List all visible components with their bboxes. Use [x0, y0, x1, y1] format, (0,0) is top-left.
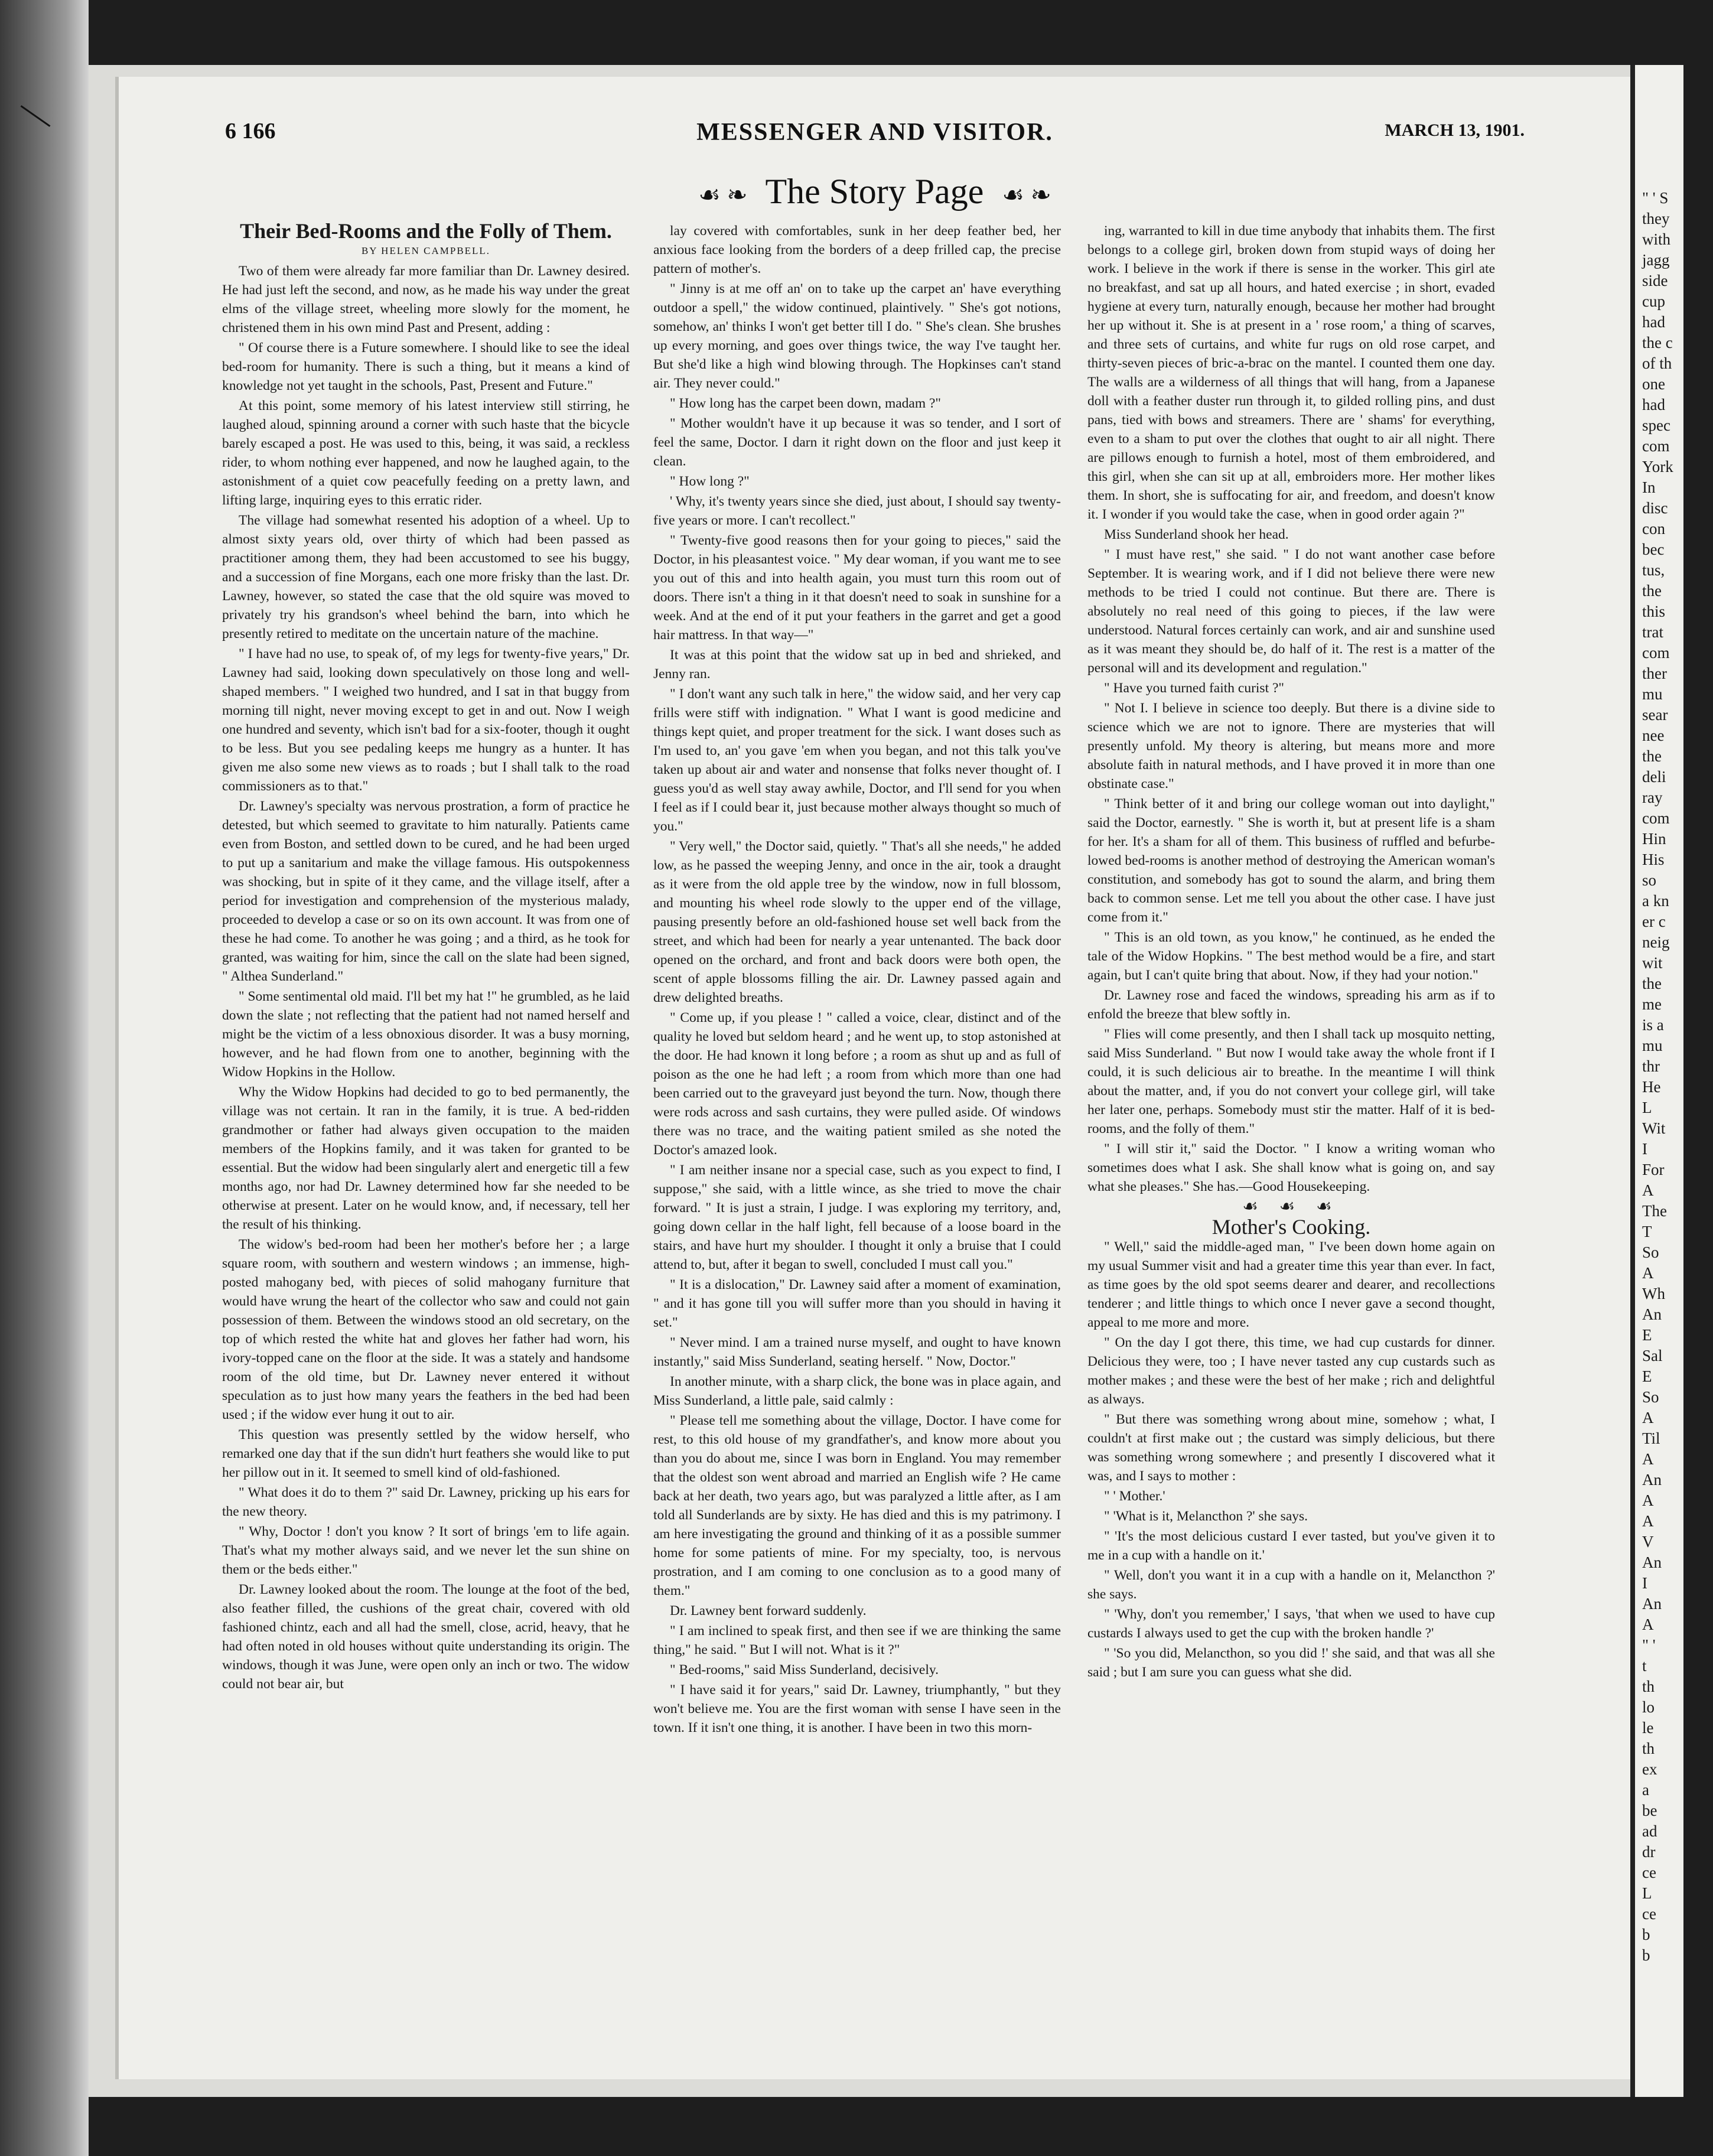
paragraph: " I will stir it," said the Doctor. " I know a writing woman who sometimes does what I ask. She shall know what is going on, and say what she pleases." She has.—Good Housekeeping.: [1087, 1141, 1495, 1194]
facing-page-fragment: er c: [1642, 913, 1666, 930]
paragraph: " Have you turned faith curist ?": [1104, 680, 1285, 696]
facing-page-fragment: ad: [1642, 1822, 1657, 1840]
article-2-body: [1087, 1237, 1495, 1682]
facing-page-fragment: a kn: [1642, 892, 1669, 910]
facing-page-fragment: trat: [1642, 623, 1663, 641]
paragraph: It was at this point that the widow sat up in bed and shrieked, and Jenny ran.: [653, 647, 1061, 682]
section-title: The Story Page: [765, 172, 984, 211]
paragraph: " I must have rest," she said. " I do not want another case before September. It is wearing work, and if I did not believe there were new methods to be tried I could not continue. But there are. There is absolutely no real need of this going to pieces, if the law were understood. Natural forces certainly can work, and air and sunshine used as it was meant they should be, do half of it. The rest is a matter of the personal will and its development and regulation.": [1087, 547, 1495, 676]
facing-page-fragment: ther: [1642, 665, 1667, 682]
facing-page-fragment: th: [1642, 1678, 1655, 1695]
facing-page-fragment: th: [1642, 1740, 1655, 1757]
facing-page-fragment: com: [1642, 809, 1670, 827]
facing-page-fragment: tus,: [1642, 561, 1665, 579]
facing-page-fragment: A: [1642, 1264, 1654, 1282]
facing-page-fragment: ce: [1642, 1864, 1656, 1881]
facing-page-fragment: Sal: [1642, 1347, 1663, 1364]
facing-page-fragment: " ': [1642, 1636, 1656, 1654]
paragraph: " 'What is it, Melancthon ?' she says.: [1104, 1509, 1308, 1524]
paragraph: " Please tell me something about the village, Doctor. I have come for rest, to this old house of my grandfather's, and know more about you than you do about me, since I was born in England. You may remember that the oldest son went abroad and married an English wife ? He came back at her death, two years ago, but was paralyzed a little after, as I am told all Sunderlands are by sixty. He has died and this is my patrimony. I am here investigating the ground and thinking of it as a possible summer home for some patients of mine. For my specialty, too, is nervous prostration, and I am coming to one conclusion as to a good many of them.": [653, 1413, 1061, 1598]
facing-page-fragment: L: [1642, 1884, 1652, 1902]
masthead: MESSENGER AND VISITOR.: [696, 119, 1053, 146]
facing-page-fragment: A: [1642, 1450, 1654, 1468]
paragraph: " I have had no use, to speak of, of my legs for twenty-five years," Dr. Lawney had said, looking down speculatively on those long and well-shaped members. " I weighed two hundred, and I sat in that buggy from morning till night, never moving except to get in and out. Now I weigh one hundred and seventy, which isn't bad for a six-footer, though it ought to be less. But you see pedaling keeps me hungry as a hunter. It has given me also some new views as to roads ; but I shall talk to the road commissioners as to that.": [222, 646, 630, 794]
paragraph: The village had somewhat resented his adoption of a wheel. Up to almost sixty years old, over thirty of which had been passed as practitioner among them, they had been accustomed to see his buggy, and a succession of fine Morgans, each one more frisky than the last. Dr. Lawney, however, so stated the case that the old squire was moved to privately try his grandson's wheel behind the barn, into which he presently retired to meditate on the uncertain nature of the machine.: [222, 513, 630, 641]
facing-page-fragment: So: [1642, 1388, 1659, 1406]
facing-page-fragment: In: [1642, 478, 1656, 496]
paragraph: " How long ?": [670, 474, 750, 489]
facing-page-fragment: deli: [1642, 768, 1666, 786]
paragraph: " I am neither insane nor a special case, such as you expect to find, I suppose," she said, with a little wince, as she tried to move the chair forward. " It is just a strain, I judge. I was exploring my territory, and, going down cellar in the half light, fell because of a loose board in the stairs, and have hurt my shoulder. I thought it only a bruise that I could attend to, but, after it began to swell, concluded I must call you.": [653, 1162, 1061, 1272]
facing-page-bleed: [1630, 65, 1683, 2097]
paragraph: " Think better of it and bring our college woman out into daylight," said the Doctor, earnestly. " She is worth it, but at present life is a sham for her. It's a sham for all of them. This business of ruffled and befurbe-lowed bed-rooms is another method of destroying the American woman's constitution, and somebody has got to sound the alarm, and bring them back to common sense. Let me tell you about the other case. I have just come from it.": [1087, 796, 1495, 925]
facing-page-fragment: le: [1642, 1719, 1654, 1737]
column-1-body: [222, 262, 630, 1693]
paragraph: ing, warranted to kill in due time anybody that inhabits them. The first belongs to a college girl, broken down from stupid ways of doing her work. I believe in the work if there is sense in the worker. This girl ate no breakfast, and sat up all hours, and hated exercise ; in short, evaded hygiene at every turn, naturally enough, because her mother had brought her up without it. She is at present in a ' rose room,' a thing of scarves, and three sets of curtains, and white fur rugs on old rose carpet, and thirty-seven pieces of bric-a-brac on the mantel. I counted them one day. The walls are a wilderness of all things that will hang, from a Japanese doll with a feather duster run through it, to gilded rolling pins, and dust pans, tied with bows and streamers. There are ' shams' for everything, even to a sham to put over the clothes that ought to air all night. There are pillows enough to furnish a hotel, most of them embroidered, and this girl, when she can sit up at all, embroiders more. Her mother likes them. In short, she is suffocating for air, and freedom, and doesn't know it. I wonder if you would take the case, when in good order again ?": [1087, 223, 1495, 522]
column-2-body: [653, 222, 1061, 1737]
facing-page-fragment: had: [1642, 313, 1665, 331]
paragraph: " What does it do to them ?" said Dr. Lawney, pricking up his ears for the new theory.: [222, 1485, 630, 1519]
paragraph: " Well," said the middle-aged man, " I've been down home again on my usual Summer visit and had a greater time this year than ever. In fact, as time goes by the old spot seems dearer and dearer, and recollections tenderer ; and little things to which once I never gave a second thought, appeal to me more and more.: [1087, 1239, 1495, 1330]
article-separator: ☙ ☙ ☙: [1242, 1197, 1340, 1216]
paragraph: " Bed-rooms," said Miss Sunderland, decisively.: [670, 1662, 939, 1678]
facing-page-fragment: Til: [1642, 1429, 1660, 1447]
paragraph: " Come up, if you please ! " called a voice, clear, distinct and of the quality he loved but seldom heard ; and he went up, to stop astonished at the door. He had known it long before ; a room as shut up and as full of poison as the one he had left ; a room from which more than one had been carried out to the graveyard just beyond the turn. Now, though there were rods across and sash curtains, they were pulled aside. Of windows there was no trace, and the waiting patient smiled as she noted the Doctor's amazed look.: [653, 1010, 1061, 1158]
paragraph: Dr. Lawney bent forward suddenly.: [670, 1603, 867, 1618]
facing-page-fragment: A: [1642, 1181, 1654, 1199]
page-header: [119, 118, 1631, 154]
facing-page-fragment: ex: [1642, 1760, 1657, 1778]
facing-page-fragment: con: [1642, 520, 1665, 538]
paragraph: " Well, don't you want it in a cup with a handle on it, Melancthon ?' she says.: [1087, 1568, 1495, 1602]
facing-page-fragment: His: [1642, 851, 1665, 868]
facing-page-fragment: A: [1642, 1512, 1654, 1530]
facing-page-fragment: the c: [1642, 334, 1673, 351]
paragraph: lay covered with comfortables, sunk in her deep feather bed, her anxious face looking from the borders of a deep frilled cap, the precise pattern of mother's.: [653, 223, 1061, 276]
paragraph: " Jinny is at me off an' on to take up the carpet an' have everything outdoor a spell," the widow continued, plaintively. " She's got notions, somehow, an' thinks I won't get better till I do. " She's clean. She brushes up every morning, and goes over things twice, the way I've taught her. But she'd like a high wind blowing through. The Hopkinses can't stand air. They never could.": [653, 281, 1061, 391]
paragraph: Two of them were already far more familiar than Dr. Lawney desired. He had just left the second, and now, as he made his way under the great elms of the village street, wheeling more slowly for the moment, he christened them in his own mind Past and Present, adding :: [222, 263, 630, 336]
facing-page-fragment: " ' S: [1642, 189, 1669, 207]
facing-page-fragment: A: [1642, 1616, 1654, 1633]
facing-page-fragment: E: [1642, 1367, 1652, 1385]
facing-page-fragment: had: [1642, 396, 1665, 413]
facing-page-fragment: An: [1642, 1471, 1662, 1489]
section-heading: [119, 171, 1631, 212]
page-number: 6 166: [225, 119, 276, 144]
paragraph: Why the Widow Hopkins had decided to go to bed permanently, the village was not certain. It ran in the family, it is true. A bed-ridden grandmother or father had always given occupation to the maiden members of the Hopkins family, and it was taken for granted to be essential. But the widow had been singularly alert and energetic till a few months ago, nor had Dr. Lawney determined how far she needed to be otherwise at present. Later on he would know, and, if necessary, tell her the result of his thinking.: [222, 1084, 630, 1232]
facing-page-fragment: they: [1642, 210, 1670, 227]
facing-page-fragment: com: [1642, 644, 1670, 662]
facing-page-fragment: dr: [1642, 1843, 1656, 1861]
column-3: [1087, 222, 1495, 1683]
facing-page-fragment: Wit: [1642, 1119, 1666, 1137]
scanned-sheet: [89, 65, 1683, 2097]
paragraph: Dr. Lawney rose and faced the windows, spreading his arm as if to enfold the breeze that blew softly in.: [1087, 988, 1495, 1022]
facing-page-fragment: t: [1642, 1657, 1647, 1675]
paragraph: " 'It's the most delicious custard I ever tasted, but you've given it to me in a cup with a handle on it.': [1087, 1529, 1495, 1563]
paragraph: Dr. Lawney looked about the room. The lounge at the foot of the bed, also feather filled, the cushions of the great chair, covered with old fashioned chintz, each and all had the smell, close, acrid, heavy, that he had often noted in old houses without quite understanding its origin. The windows, though it was June, were open only an inch or two. The widow could not bear air, but: [222, 1582, 630, 1692]
paragraph: " 'Why, don't you remember,' I says, 'that when we used to have cup custards I always used to get the cup with the broken handle ?': [1087, 1607, 1495, 1641]
paragraph: " Of course there is a Future somewhere. I should like to see the ideal bed-room for humanity. There is such a thing, but it means a kind of knowledge not yet taught in the schools, Past, Present and Future.": [222, 340, 630, 393]
paragraph: " ' Mother.': [1104, 1489, 1165, 1504]
scanner-left-edge: [0, 0, 89, 2156]
paragraph: Dr. Lawney's specialty was nervous prostration, a form of practice he detested, but which seemed to gravitate to him naturally. Patients came even from Boston, and settled down to be cured, and he had been urged to put up a sanitarium and make the village famous. His outspokenness was shocking, but in spite of it they came, and the village itself, after a period for investigation and comprehension of the mysterious malady, proceeded to develop a case or so on its own account. It was from one of these he had come. To another he was going ; and a third, as he took for granted, was waiting for him, since the call on the slate had been signed, " Althea Sunderland.": [222, 799, 630, 984]
facing-page-fragment: I: [1642, 1574, 1647, 1592]
facing-page-fragment: E: [1642, 1326, 1652, 1344]
facing-page-fragment: is a: [1642, 1016, 1664, 1034]
facing-page-fragment: An: [1642, 1305, 1662, 1323]
issue-date: MARCH 13, 1901.: [1385, 120, 1525, 140]
paragraph: ' Why, it's twenty years since she died, just about, I should say twenty-five years or more. I can't recollect.": [653, 494, 1061, 528]
facing-page-fragment: nee: [1642, 727, 1665, 744]
paragraph: " Very well," the Doctor said, quietly. " That's all she needs," he added low, as he passed the weeping Jenny, and once in the air, took a draught as it were from the old apple tree by the window, now in full blossom, and mounting his wheel rode slowly to the upper end of the village, pausing presently before an old-fashioned house set well back from the street, and which had been for nearly a year untenanted. The back door opened on the orchard, and front and back doors were both open, the scent of apple blossoms filling the air. Dr. Lawney passed again and drew delighted breaths.: [653, 839, 1061, 1005]
newspaper-page: [115, 77, 1631, 2079]
facing-page-fragment: York: [1642, 458, 1673, 476]
facing-page-fragment: of th: [1642, 354, 1672, 372]
paragraph: " Twenty-five good reasons then for your going to pieces," said the Doctor, in his pleasantest voice. " My dear woman, if you want me to see you out of this and into health again, you must turn this room out of doors. There isn't a thing in it that doesn't need to soak in sunshine for a week. And at the end of it put your feathers in the garret and get a good hair mattress. In that way—": [653, 533, 1061, 643]
facing-page-fragment: with: [1642, 230, 1671, 248]
facing-page-fragment: disc: [1642, 499, 1668, 517]
facing-page-fragment: mu: [1642, 685, 1663, 703]
paragraph: " Why, Doctor ! don't you know ? It sort of brings 'em to life again. That's what my mother always said, and we never let the sun shine on them or the beds either.": [222, 1524, 630, 1577]
article-2-title: Mother's Cooking.: [1212, 1215, 1371, 1239]
paragraph: At this point, some memory of his latest interview still stirring, he laughed aloud, spinning around a corner with such haste that the bicycle barely escaped a post. He was used to this, being, it was said, a reckless rider, to whom nothing ever happened, and now he laughed again, to the astonishment of a quiet cow peacefully feeding on a pretty lawn, and lifting large, inquiring eyes to this erratic rider.: [222, 398, 630, 508]
paragraph: " Some sentimental old maid. I'll bet my hat !" he grumbled, as he laid down the slate ; not reflecting that the patient had not named herself and might be the victim of a less obnoxious disorder. It was a busy morning, however, and he had flown from one to another, beginning with the Widow Hopkins in the Hollow.: [222, 989, 630, 1080]
facing-page-fragment: thr: [1642, 1057, 1660, 1075]
facing-page-fragment: the: [1642, 582, 1662, 600]
facing-page-fragment: spec: [1642, 416, 1670, 434]
paragraph: This question was presently settled by the widow herself, who remarked one day that if the sun didn't hurt feathers she would like to put her pillow out in it. It seemed to smell kind of old-fashioned.: [222, 1427, 630, 1480]
paragraph: " How long has the carpet been down, madam ?": [670, 396, 942, 411]
paragraph: " Mother wouldn't have it up because it was so tender, and I sort of feel the same, Doctor. I darn it right down on the floor and just keep it clean.: [653, 416, 1061, 469]
facing-page-fragment: so: [1642, 871, 1657, 889]
facing-page-fragment: A: [1642, 1409, 1654, 1427]
facing-page-fragment: He: [1642, 1078, 1661, 1096]
facing-page-fragment: b: [1642, 1946, 1650, 1964]
facing-page-fragment: T: [1642, 1223, 1652, 1240]
facing-page-fragment: The: [1642, 1202, 1667, 1220]
paragraph: " I am inclined to speak first, and then see if we are thinking the same thing," he said. " But I will not. What is it ?": [653, 1623, 1061, 1657]
facing-page-fragment: com: [1642, 437, 1670, 455]
facing-page-fragment: L: [1642, 1099, 1652, 1116]
facing-page-fragment: jagg: [1642, 251, 1670, 269]
facing-page-fragment: one: [1642, 375, 1665, 393]
paragraph: " This is an old town, as you know," he continued, as he ended the tale of the Widow Hopkins. " The best method would be a fire, and start again, but I can't quite bring that about. Now, if they had your notion.": [1087, 930, 1495, 983]
facing-page-fragment: b: [1642, 1926, 1650, 1943]
column-2: [653, 222, 1061, 1738]
facing-page-fragment: So: [1642, 1243, 1659, 1261]
paragraph: The widow's bed-room had been her mother's before her ; a large square room, with southern and western windows ; an immense, high-posted mahogany bed, with pieces of solid mahogany furniture that would have wrung the heart of the collector who saw and could not gain possession of them. Between the windows stood an old secretary, on the top of which rested the white hat and gloves her father had worn, his ivory-topped cane on the floor at the side. It was a stately and handsome room of the old time, but Dr. Lawney never entered it without speculation as to just how many years the feathers in the bed had been used ; if the widow ever hung it out to air.: [222, 1237, 630, 1422]
facing-page-fragment: ray: [1642, 789, 1663, 806]
paragraph: " I have said it for years," said Dr. Lawney, triumphantly, " but they won't believe me. You are the first woman with sense I have seen in the town. If it isn't one thing, it is another. I have been in two this morn-: [653, 1682, 1061, 1735]
paragraph: Miss Sunderland shook her head.: [1104, 527, 1289, 542]
ornament-right: ☙ ❧: [1002, 182, 1051, 210]
facing-page-fragment: Hin: [1642, 830, 1666, 848]
facing-page-fragment: A: [1642, 1491, 1654, 1509]
facing-page-fragment: I: [1642, 1140, 1647, 1158]
paragraph: " It is a dislocation," Dr. Lawney said after a moment of examination, " and it has gone till you will suffer more than you should in having it set.": [653, 1277, 1061, 1330]
paragraph: " Flies will come presently, and then I shall tack up mosquito netting, said Miss Sunderland. " But now I would take away the whole front if I could, it is such delicious air to breathe. In the meantime I will think about the matter, and, if you do not convert your college girl, will take her later one, perhaps. Somebody must stir the matter. Half of it is bed-rooms, and the folly of them.": [1087, 1027, 1495, 1136]
paragraph: In another minute, with a sharp click, the bone was in place again, and Miss Sunderland, a little pale, said calmly :: [653, 1374, 1061, 1408]
facing-page-fragment: be: [1642, 1802, 1657, 1819]
article-byline: BY HELEN CAMPBELL.: [361, 245, 491, 256]
facing-page-fragment: side: [1642, 272, 1668, 289]
facing-page-fragment: An: [1642, 1554, 1662, 1571]
facing-page-fragment: this: [1642, 602, 1666, 620]
facing-page-fragment: bec: [1642, 540, 1665, 558]
facing-page-fragment: mu: [1642, 1037, 1663, 1054]
scan-mark: [21, 105, 51, 127]
facing-page-fragment: ce: [1642, 1905, 1656, 1923]
facing-page-fragment: neig: [1642, 933, 1670, 951]
facing-page-fragment: Wh: [1642, 1285, 1665, 1302]
facing-page-fragment: the: [1642, 747, 1662, 765]
facing-page-fragment: An: [1642, 1595, 1662, 1613]
paragraph: " 'So you did, Melancthon, so you did !' she said, and that was all she said ; but I am sure you can guess what she did.: [1087, 1646, 1495, 1680]
facing-page-fragment: lo: [1642, 1698, 1655, 1716]
article-title: Their Bed-Rooms and the Folly of Them.: [240, 219, 612, 243]
facing-page-fragment: sear: [1642, 706, 1668, 724]
paragraph: " Never mind. I am a trained nurse myself, and ought to have known instantly," said Miss Sunderland, seating herself. " Now, Doctor.": [653, 1335, 1061, 1369]
facing-page-fragment: cup: [1642, 292, 1665, 310]
paragraph: " But there was something wrong about mine, somehow ; what, I couldn't at first make out ; the custard was simply delicious, but there was something wrong somewhere ; and presently I discovered what it was, and I says to mother :: [1087, 1412, 1495, 1484]
facing-page-fragment: a: [1642, 1781, 1649, 1799]
ornament-left: ☙ ❧: [698, 182, 748, 210]
paragraph: " On the day I got there, this time, we had cup custards for dinner. Delicious they were, too ; I have never tasted any cup custards such as mother makes ; and these were the best of her make ; rich and delightful as always.: [1087, 1335, 1495, 1407]
facing-page-fragment: For: [1642, 1161, 1665, 1178]
paragraph: " I don't want any such talk in here," the widow said, and her very cap frills were stiff with indignation. " What I want is good medicine and things kept quiet, and proper treatment for the sick. I want doses such as I'm used to, an' you gave 'em when you began, and not this talk you've taken up about air and water and nonsense that folks never thought of. I guess you'd as well stay away awhile, Doctor, and I'll send for you when I feel as if I could bear it, just because mother always thought so much of you.": [653, 686, 1061, 834]
facing-page-fragment: wit: [1642, 954, 1663, 972]
facing-page-fragment: V: [1642, 1533, 1654, 1551]
facing-page-fragment: me: [1642, 995, 1662, 1013]
column-1: [222, 219, 630, 1695]
facing-page-fragment: the: [1642, 975, 1662, 992]
paragraph: " Not I. I believe in science too deeply. But there is a divine side to science which we are not to ignore. There are mysteries that will presently unfold. My theory is altering, but means more and more absolute faith in natural methods, and I have proved it in more than one obstinate case.": [1087, 701, 1495, 792]
column-3-body: [1087, 222, 1495, 1196]
